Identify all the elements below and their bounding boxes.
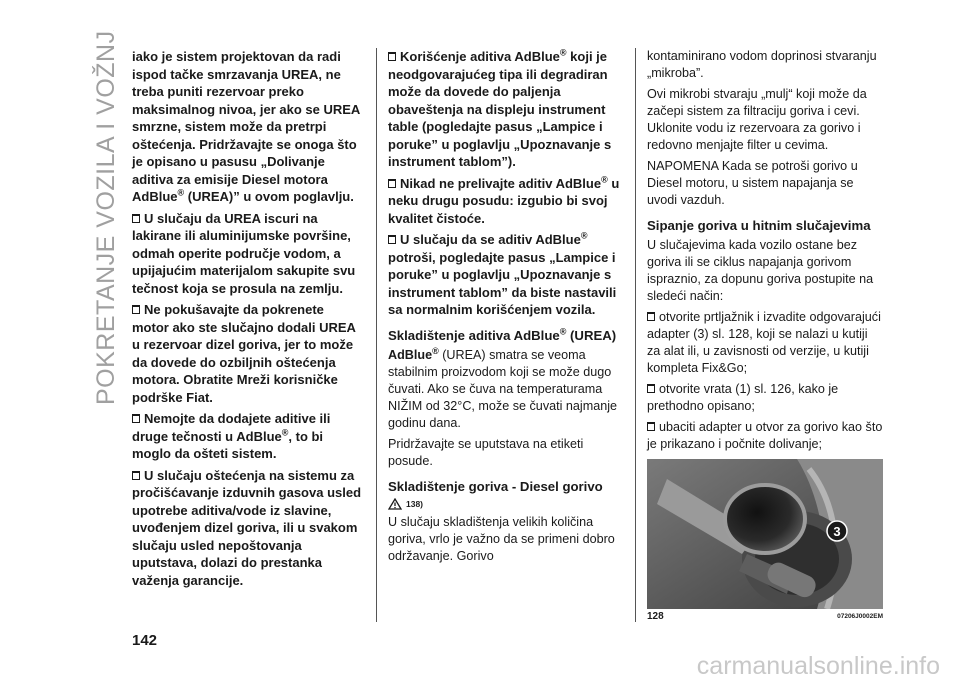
column3-bullet-2: otvorite vrata (1) sl. 126, kako je prethodno opisano; <box>647 382 839 413</box>
bullet-box-icon <box>388 52 396 61</box>
section-heading-emergency-refuel: Sipanje goriva u hitnim slučajevima <box>647 218 871 233</box>
column1-bullet-3: Nemojte da dodajete aditive ili druge tečnosti u AdBlue®, to bi moglo da ošteti sistem. <box>132 411 331 461</box>
column3-paragraph-3: NAPOMENA Kada se potroši gorivo u Diesel motoru, u sistem napajanja se uvodi vazduh. <box>647 159 858 207</box>
column1-bullet-1: U slučaju da UREA iscuri na lakirane ili aluminijumske površine, odmah operite područje vodom, a upijajućim materijalom sakupite svu tečnost koja se prosula na zemlju. <box>132 210 356 296</box>
column2-paragraph-1: AdBlue® (UREA) smatra se veoma stabilnim proizvodom koji se može dugo čuvati. Ako se čuva na temperaturama NIŽIM od 32°C, može se čuvati najmanje godinu dana. <box>388 345 618 430</box>
column-2 <box>388 48 624 569</box>
chapter-title-vertical <box>86 30 126 410</box>
bullet-box-icon <box>647 422 655 431</box>
column3-paragraph-2: Ovi mikrobi stvaraju „mulj“ koji može da začepi sistem za filtraciju goriva i cevi. Uklonite vodu iz rezervoara za gorivo i redovno menjajte filter u cevima. <box>647 87 867 152</box>
figure-number: 128 <box>647 611 664 622</box>
column-divider <box>635 48 636 622</box>
column2-bullet-2: Nikad ne prelivajte aditiv AdBlue® u neku drugu posudu: izgubio bi svoj kvalitet čistoće. <box>388 174 620 226</box>
figure-callout-3: 3 <box>833 524 841 539</box>
figure-code: 07206J0002EM <box>837 613 883 620</box>
bullet-box-icon <box>132 305 140 314</box>
bullet-box-icon <box>647 312 655 321</box>
warning-triangle-icon <box>388 498 402 510</box>
bullet-box-icon <box>647 384 655 393</box>
column-3 <box>647 48 883 622</box>
column1-bullet-2: Ne pokušavajte da pokrenete motor ako ste slučajno dodali UREA u rezervoar dizel goriva, jer to može da dovede do ozbiljnih oštećenja motora. Obratite Mreži korisničke podrške Fiat. <box>132 302 356 405</box>
bullet-box-icon <box>132 414 140 423</box>
column3-paragraph-4: U slučajevima kada vozilo ostane bez goriva ili se ciklus napajanja gorivom ispraznio, za dopunu goriva postupite na sledeći način: <box>647 238 874 303</box>
column2-paragraph-3: U slučaju skladištenja velikih količina goriva, vrlo je važno da se primeni dobro održavanje. Gorivo <box>388 514 615 563</box>
column1-intro: iako je sistem projektovan da radi ispod tačke smrzavanja UREA, ne treba puniti rezervoar preko maksimalnog nivoa, jer ako se UREA smrzne, sistem može da pretrpi oštećenja. Pridržavajte se onoga što je opisano u pasusu „Dolivanje aditiva za emisije Diesel motora AdBlue® (UREA)” u ovom poglavlju. <box>132 49 360 204</box>
bullet-box-icon <box>132 214 140 223</box>
column2-bullet-1: Korišćenje aditiva AdBlue® koji je neodgovarajućeg tipa ili degradiran može da dovede do paljenja obaveštenja na displeju instrument table (pogledajte pasus „Lampice i poruke” u poglavlju „Upoznavanje s instrument tablom”). <box>388 47 612 169</box>
figure-caption <box>647 611 883 622</box>
column2-paragraph-2: Pridržavajte se uputstava na etiketi posude. <box>388 436 584 468</box>
column-divider <box>376 48 377 622</box>
column2-bullet-3: U slučaju da se aditiv AdBlue® potroši, pogledajte pasus „Lampice i poruke” u poglavlju „Upoznavanje s instrument tablom” da biste nastavili sa normalnim korišćenjem vozila. <box>388 230 617 317</box>
column-1 <box>132 48 364 593</box>
section-heading-adblue-storage: Skladištenje aditiva AdBlue® (UREA) <box>388 326 617 343</box>
chapter-title: POKRETANJE VOZILA I VOŽNJA <box>92 30 120 405</box>
column1-bullet-4: U slučaju oštećenja na sistemu za pročišćavanje izduvnih gasova usled upotrebe aditiva/vode iz slavine, uvođenjem dizel goriva, ili u svakom slučaju usled nepoštovanja uputstava, dolazi do prestanka važenja garancije. <box>132 467 362 588</box>
section-heading-diesel-storage: Skladištenje goriva - Diesel gorivo <box>388 478 603 494</box>
column3-paragraph-1: kontaminirano vodom doprinosi stvaranju „mikroba”. <box>647 49 877 80</box>
warning-reference-number: 138) <box>406 498 424 509</box>
figure-fuel-adapter-photo <box>647 459 883 609</box>
bullet-box-icon <box>132 471 140 480</box>
watermark: carmanualsonline.info <box>696 652 940 680</box>
warning-reference <box>388 498 624 510</box>
bullet-box-icon <box>388 235 396 244</box>
column3-bullet-1: otvorite prtljažnik i izvadite odgovarajući adapter (3) sl. 128, koji se nalazi u kutiji za alat ili, u zavisnosti od verzije, u kutiji kompleta Fix&Go; <box>647 310 881 375</box>
bullet-box-icon <box>388 179 396 188</box>
page-number: 142 <box>132 632 158 649</box>
column3-bullet-3: ubaciti adapter u otvor za gorivo kao što je prikazano i počnite dolivanje; <box>647 420 883 451</box>
